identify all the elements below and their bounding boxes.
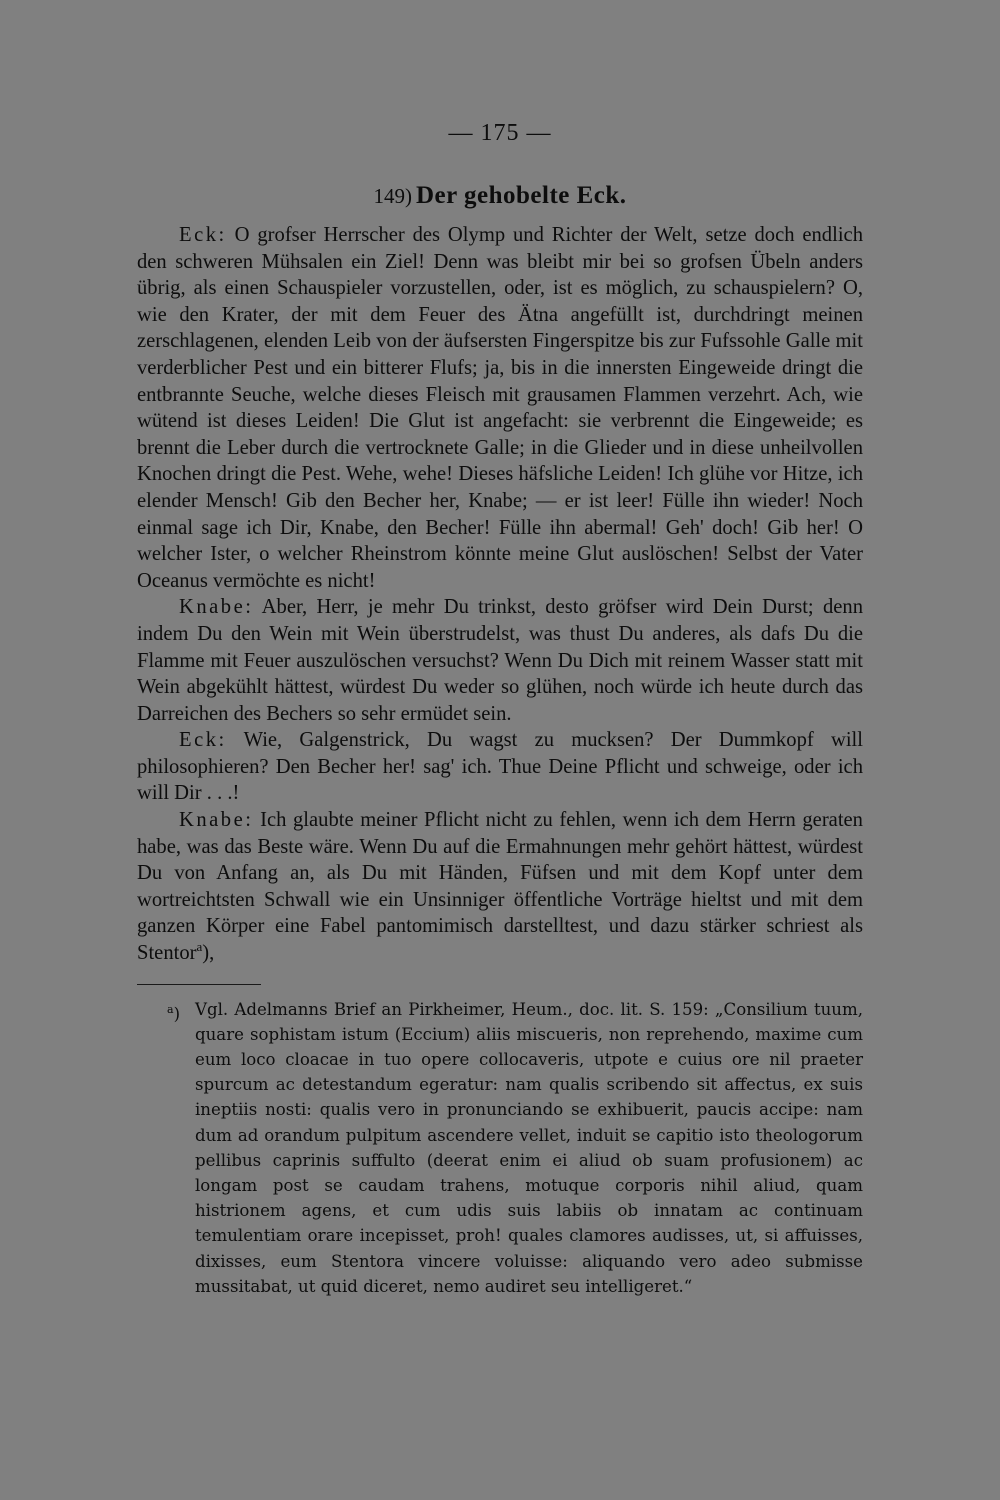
footnote-reference: a: [196, 939, 203, 955]
footnote-mark: [167, 997, 180, 1027]
paragraph-tail: ),: [202, 942, 215, 965]
dialogue-body: [137, 222, 863, 967]
footnote-mark-letter: a: [167, 1002, 174, 1016]
dialogue-paragraph: [137, 727, 863, 807]
section-number: 149): [373, 184, 412, 208]
section-heading: [137, 179, 863, 213]
paragraph-text: Aber, Herr, je mehr Du trinkst, desto gröfser wird Dein Durst; denn indem Du den Wein mit Wein überstrudelst, was thust Du anderes, als dafs Du die Flamme mit Feuer auszulöschen versuchst? Wenn Du Dich mit reinem Wasser statt mit Wein abgekühlt hättest, würdest Du weder so glühen, noch würde ich heute durch das Darreichen des Bechers so sehr ermüdet sein.: [137, 596, 864, 725]
dialogue-paragraph: [137, 594, 863, 727]
footnote-text: Vgl. Adelmanns Brief an Pirkheimer, Heum., doc. lit. S. 159: „Consilium tuum, quare sophistam istum (Eccium) aliis miscueris, non reprehendo, maxime cum eum loco cloacae in tuo opere collocaveris, utpote e cuius ore nil praeter spurcum ac detestandum egeratur: nam qualis scribendo sit affectus, ex suis ineptiis nosti: qualis vero in pronunciando se exhibuerit, paucis accipe: nam dum ad orandum pulpitum ascendere vellet, induit se capitio isto theologorum pellibus caprinis suffulto (deerat enim ei aliud ob suam profusionem) ac longam post se caudam trahens, motuque corporis nihil aliud, quam histrionem agens, et cum udis suis labiis ob innatam ac continuam temulentiam orare incepisset, proh! quales clamores audisses, ut, si affuisses, dixisses, eum Stentora vincere voluisse: aliquando vero adeo submisse mussitabat, ut quid diceret, nemo audiret seu intelligeret.“: [195, 999, 863, 1296]
dialogue-paragraph: [137, 222, 863, 594]
dialogue-paragraph: [137, 807, 863, 967]
footnote-divider: [137, 984, 261, 985]
speaker-label: Knabe:: [179, 596, 254, 619]
page-number: — 175 —: [448, 120, 552, 146]
footnote-mark-suffix: ): [173, 1004, 181, 1024]
speaker-label: Eck:: [179, 224, 227, 246]
section-title: Der gehobelte Eck.: [415, 182, 627, 209]
speaker-label: Knabe:: [179, 809, 254, 832]
footnote: [137, 997, 863, 1299]
speaker-label: Eck:: [179, 729, 227, 752]
paragraph-text: Ich glaubte meiner Pflicht nicht zu fehlen, wenn ich dem Herrn geraten habe, was das Beste wäre. Wenn Du auf die Ermahnungen mehr gehört hättest, würdest Du von Anfang an, als Du mit Händen, Füfsen und mit dem Kopf unter dem wortreichtsten Schwall wie ein Unsinniger öffentliche Vorträge hieltst und mit dem ganzen Körper eine Fabel pantomimisch darstelltest, und dazu stärker schriest als Stentor: [137, 809, 863, 965]
paragraph-text: Wie, Galgenstrick, Du wagst zu mucksen? Der Dummkopf will philosophieren? Den Becher her! sag' ich. Thue Deine Pflicht und schweige, oder ich will Dir . . .!: [137, 729, 863, 805]
paragraph-text: O grofser Herrscher des Olymp und Richter der Welt, setze doch endlich den schweren Mühsalen ein Ziel! Denn was bleibt mir bei so grofsen Übeln anders übrig, als einen Schauspieler vorzustellen, oder, ist es möglich, zu schauspielern? O, wie den Krater, der mit dem Feuer des Ätna angefüllt ist, durchdringt meinen zerschlagenen, elenden Leib von der äufsersten Fingerspitze bis zur Fufssohle Galle mit verderblicher Pest und ein bitterer Flufs; ja, bis in die innersten Eingeweide dringt die entbrannte Seuche, welche dieses Fleisch mit grausamen Flammen verzehrt. Ach, wie wütend ist dieses Leiden! Die Glut ist angefacht: sie verbrennt die Eingeweide; es brennt die Leber durch die vertrocknete Galle; in die Glieder und in diese unheilvollen Knochen dringt die Pest. Wehe, wehe! Dieses häfsliche Leiden! Ich glühe vor Hitze, ich elender Mensch! Gib den Becher her, Knabe; — er ist leer! Fülle ihn wieder! Noch einmal sage ich Dir, Knabe, den Becher! Fülle ihn abermal! Geh' doch! Gib her! O welcher Ister, o welcher Rheinstrom könnte meine Glut auslöschen! Selbst der Vater Oceanus vermöchte es nicht!: [137, 224, 863, 592]
book-page: [137, 118, 863, 1299]
